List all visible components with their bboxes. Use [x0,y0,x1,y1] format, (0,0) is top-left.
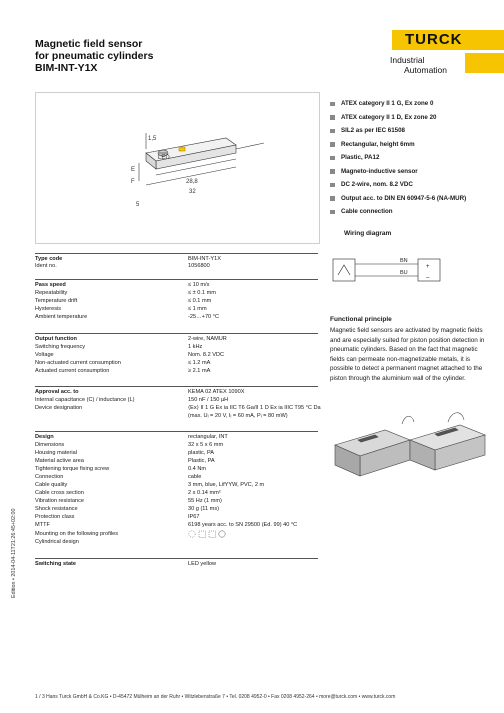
spec-row [35,530,318,538]
plus-label: + [426,264,430,270]
logo-sub-line2: Automation [404,65,447,75]
spec-key: Output function [35,336,77,342]
spec-value: rectangular, INT [188,434,228,440]
spec-key: Internal capacitance (C) / inductance (L) [35,397,135,403]
spec-row [35,465,318,473]
spec-key: Cylindrical design [35,539,79,545]
spec-value: IP67 [188,514,200,520]
spec-row [35,538,318,546]
spec-key: Connection [35,474,64,480]
spec-row [35,521,318,529]
spec-row [35,433,318,441]
spec-value: 2 x 0.14 mm² [188,490,221,496]
spec-key: Repeatability [35,290,68,296]
spec-row [35,404,321,412]
wire-bn-label: BN [400,258,408,264]
spec-value: ≤ ± 0.1 mm [188,290,216,296]
spec-section-approval [35,386,321,423]
spec-section-electrical [35,333,318,376]
sensor-drawing-icon [36,93,319,243]
feature-item: Plastic, PA12 [330,154,500,162]
spec-value: 32 x 5 x 6 mm [188,442,224,448]
spec-row [35,412,318,420]
logo-sub-line1: Industrial [390,55,425,65]
spec-row [35,351,318,359]
spec-key: Ident no. [35,263,57,269]
spec-section-type [35,253,318,270]
spec-value: 1056800 [188,263,210,269]
spec-row [35,305,318,313]
dim-f-label: F [131,179,135,185]
spec-row [35,441,318,449]
functional-principle-text: Magnetic field sensors are activated by magnetic fields and are especially suited for piston position detection in pneumatic cylinders. Based on the fact that magnetic fields can permeate non-magnetizable metals, it is possible to detect a permanent magnet attached to the piston through the aluminium wall of the cylinder. [330,327,485,382]
spec-value: ≥ 2.1 mA [188,368,211,374]
spec-row [35,513,318,521]
spec-row [35,388,318,396]
spec-key: Temperature drift [35,298,78,304]
spec-row [35,289,318,297]
feature-item: SIL2 as per IEC 61508 [330,127,500,135]
wiring-diagram [330,253,445,293]
spec-key: Cable cross section [35,490,84,496]
spec-value: LED yellow [188,561,216,567]
spec-row [35,281,318,289]
spec-value: plastic, PA [188,450,215,456]
spec-value: 0.4 Nm [188,466,207,472]
spec-row [35,560,318,568]
spec-key: Switching frequency [35,344,86,350]
logo-subtitle [390,55,447,75]
spec-value: 55 Hz (1 mm) [188,498,222,504]
spec-key: Housing material [35,450,77,456]
spec-value: 6198 years acc. to SN 29500 (Ed. 99) 40 °C [188,522,298,528]
turck-logo: TURCK [405,31,463,48]
spec-key: Actuated current consumption [35,368,110,374]
spec-value: 150 nF / 150 µH [188,397,229,403]
spec-value: (max. Uᵢ = 20 V, Iᵢ = 60 mA, Pᵢ = 80 mW) [188,413,288,419]
spec-row [35,359,318,367]
spec-key: Approval acc. to [35,389,79,395]
spec-key: Ambient temperature [35,314,88,320]
wiring-diagram-icon [330,253,445,293]
spec-key: Non-actuated current consumption [35,360,121,366]
spec-row [35,367,318,375]
feature-item: ATEX category II 1 D, Ex zone 20 [330,114,500,122]
title-line: for pneumatic cylinders [35,50,154,62]
feature-item: ATEX category II 1 G, Ex zone 0 [330,100,500,108]
page-footer: 1 / 3 Hans Turck GmbH & Co.KG • D-45472 Mülheim an der Ruhr • Witzlebenstraße 7 • Tel. 0208 4952-0 • Fax 0208 4952-264 • more@turck.com • www.turck.com [35,694,396,700]
logo-strip [465,53,504,73]
spec-key: MTTF [35,522,50,528]
spec-key: Dimensions [35,442,65,448]
spec-key: Mounting on the following profiles [35,531,119,537]
spec-section-display [35,558,318,569]
spec-value: 1 kHz [188,344,203,350]
spec-key: Type code [35,256,63,262]
spec-key: Pass speed [35,282,66,288]
spec-section-performance [35,279,318,322]
spec-value: KEMA 02 ATEX 1090X [188,389,245,395]
spec-key: Hysteresis [35,306,62,312]
spec-value: 3 mm, blue, LifYYW, PVC, 2 m [188,482,265,488]
spec-value: ≤ 0.1 mm [188,298,212,304]
spec-value: BIM-INT-Y1X [188,256,221,262]
spec-value: Nom. 8.2 VDC [188,352,225,358]
spec-row [35,497,318,505]
spec-key: Shock resistance [35,506,78,512]
spec-key: Protection class [35,514,75,520]
spec-row [35,297,318,305]
spec-row [35,489,318,497]
spec-row [35,473,318,481]
spec-row [35,335,318,343]
dim-e-label: E [131,167,136,173]
spec-value: 30 g (11 ms) [188,506,219,512]
spec-row [35,449,318,457]
spec-value: ≤ 1 mm [188,306,207,312]
spec-row [35,505,318,513]
spec-value: -25…+70 °C [188,314,219,320]
spec-row [35,481,318,489]
dim-length1-label: 28,8 [186,179,198,185]
feature-item: Cable connection [330,208,500,216]
feature-item: Rectangular, height 6mm [330,141,500,149]
spec-value: ≤ 10 m/s [188,282,210,288]
spec-row [35,396,318,404]
title-line: BIM-INT-Y1X [35,62,98,74]
spec-row [35,457,318,465]
title-line: Magnetic field sensor [35,38,143,50]
spec-key: Material active area [35,458,84,464]
spec-key: Design [35,434,54,440]
dimension-drawing [35,92,320,244]
functional-principle-title: Functional principle [330,316,392,323]
spec-value: Plastic, PA [188,458,215,464]
dim-width-label: 5 [136,202,140,208]
profile-icons [188,530,228,538]
feature-list [330,100,500,222]
spec-value: 2-wire, NAMUR [188,336,227,342]
spec-section-mechanical [35,431,318,550]
feature-item: Output acc. to DIN EN 60947-5-6 (NA-MUR) [330,195,500,203]
page-title [35,38,153,74]
spec-key: Device designation [35,405,83,411]
spec-value: ≤ 1.2 mA [188,360,211,366]
spec-key: Switching state [35,561,77,567]
spec-row [35,313,318,321]
cylinder-mounting-illustration [330,400,490,490]
dim-height-label: 1,5 [148,136,157,142]
dim-length2-label: 32 [189,189,196,195]
minus-label: – [426,275,430,281]
feature-item: DC 2-wire, nom. 8.2 VDC [330,181,500,189]
edition-stamp: Edition • 2014-04-11T21:26:45+02:00 [11,508,17,598]
spec-value: ⟨Ex⟩ II 1 G Ex ia IIC T6 Ga/II 1 D Ex ia IIIC T95 °C Da [188,405,321,411]
spec-key: Vibration resistance [35,498,85,504]
spec-row [35,343,318,351]
spec-row [35,262,318,270]
wiring-diagram-title: Wiring diagram [344,230,392,237]
spec-key: Cable quality [35,482,68,488]
led-label: LED [158,155,170,161]
spec-key: Voltage [35,352,54,358]
wire-bu-label: BU [400,270,408,276]
spec-value: cable [188,474,202,480]
spec-key: Tightening torque fixing screw [35,466,110,472]
feature-item: Magneto-inductive sensor [330,168,500,176]
